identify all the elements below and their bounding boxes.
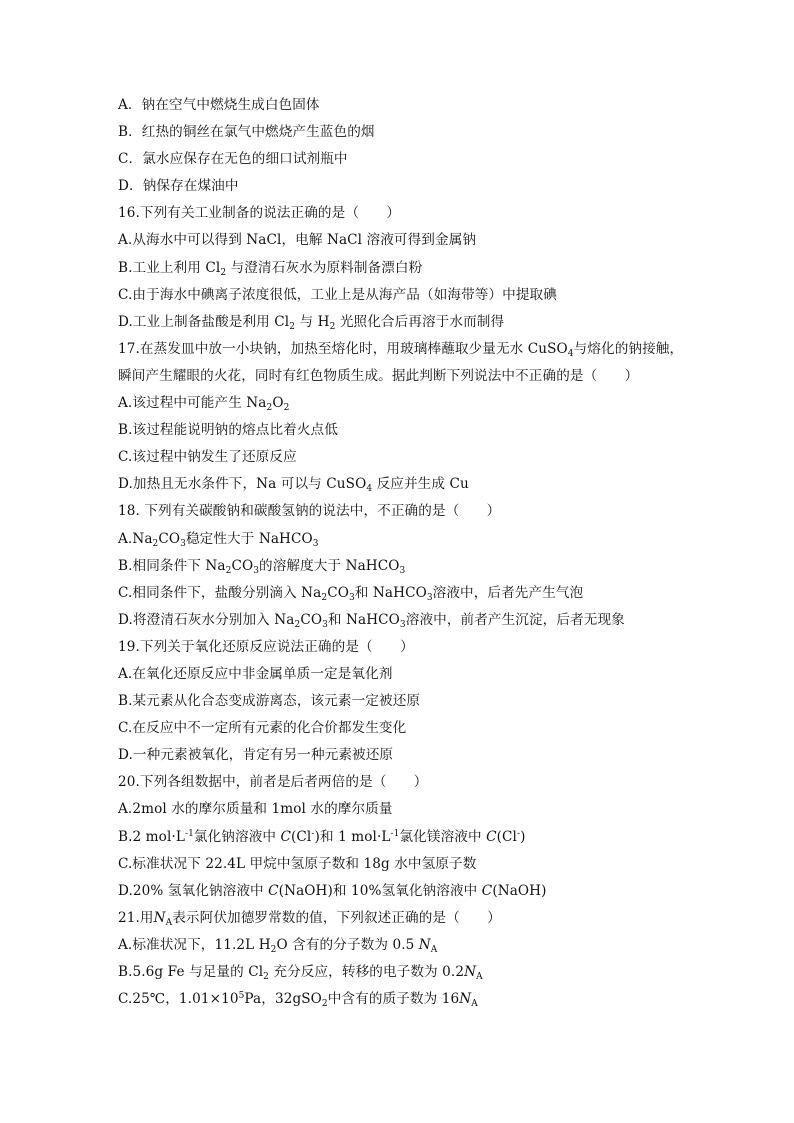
- subscript: 3: [180, 538, 186, 549]
- line-q16-a: [118, 227, 738, 254]
- subscript: 3: [426, 592, 433, 603]
- subscript: 2: [321, 999, 328, 1010]
- text-run: 的溶解度大于 NaHCO: [259, 557, 400, 574]
- line-q16: [118, 200, 738, 227]
- text-run: CO: [158, 530, 181, 547]
- text-run: 21.用: [118, 909, 154, 926]
- line-q16-c: [118, 282, 738, 309]
- text-run: C．氯水应保存在无色的细口试剂瓶中: [118, 151, 348, 168]
- subscript: 2: [289, 321, 296, 332]
- line-q18-c: [118, 580, 738, 607]
- line-q21-b: [118, 959, 738, 986]
- text-run: B.相同条件下 Na: [118, 557, 226, 574]
- line-q15-c: [118, 146, 738, 173]
- subscript: 2: [266, 403, 273, 414]
- subscript: 3: [399, 619, 406, 630]
- text-run: 和 NaHCO: [327, 611, 400, 628]
- text-run: 表示阿伏加德罗常数的值，下列叙述正确的是（ ）: [172, 909, 501, 926]
- text-run: (Cl: [291, 828, 312, 845]
- text-run: C.相同条件下，盐酸分别滴入 Na: [118, 584, 322, 601]
- subscript: A: [476, 972, 483, 982]
- text-run: 16.下列有关工业制备的说法正确的是（ ）: [118, 205, 401, 222]
- text-run: 与澄清石灰水为原料制备漂白粉: [226, 259, 423, 276]
- line-q19-c: [118, 715, 738, 742]
- line-q20-a: [118, 796, 738, 823]
- line-q21-c: [118, 986, 738, 1013]
- subscript: 4: [366, 484, 373, 495]
- line-q17-b: [118, 417, 738, 444]
- subscript: 2: [329, 321, 336, 332]
- line-q20-c: [118, 851, 738, 878]
- text-run: CO: [231, 557, 254, 574]
- text-run: 氯化镁溶液中: [399, 828, 487, 845]
- subscript: 2: [321, 592, 328, 603]
- text-run: C.该过程中钠发生了还原反应: [118, 449, 297, 466]
- line-q18-d: [118, 607, 738, 634]
- line-q18-a: [118, 526, 738, 553]
- text-run: B.该过程能说明钠的熔点比着火点低: [118, 422, 338, 439]
- text-run: 与 H: [295, 313, 330, 330]
- text-run: CO: [327, 584, 349, 601]
- text-run: A．钠在空气中燃烧生成白色固体: [118, 97, 320, 113]
- text-run: 溶液中，后者先产生气泡: [432, 584, 584, 601]
- text-run: N: [459, 991, 472, 1008]
- text-run: 瞬间产生耀眼的火花，同时有红色物质生成。据此判断下列说法中不正确的是（ ）: [118, 367, 639, 384]
- text-run: N: [153, 909, 166, 926]
- question-list: [118, 92, 738, 1013]
- text-run: )和 1 mol·L: [314, 828, 391, 845]
- subscript: A: [430, 944, 438, 955]
- subscript: 4: [567, 348, 574, 359]
- line-q20: [118, 769, 738, 796]
- text-run: C: [481, 882, 493, 899]
- subscript: 2: [270, 944, 277, 955]
- line-q19-a: [118, 661, 738, 688]
- text-run: B.某元素从化合态变成游离态，该元素一定被还原: [118, 693, 421, 710]
- text-run: 20.下列各组数据中，前者是后者两倍的是（ ）: [118, 774, 428, 791]
- text-run: N: [418, 936, 431, 953]
- superscript: -: [311, 828, 315, 839]
- text-run: (Cl: [496, 828, 517, 845]
- line-q16-b: [118, 255, 738, 282]
- text-run: N: [464, 964, 477, 980]
- line-q18-b: [118, 553, 738, 580]
- line-q20-b: [118, 824, 738, 851]
- text-run: (NaOH)和 10%氢氧化钠溶液中: [278, 882, 482, 899]
- line-q15-b: [118, 119, 738, 146]
- line-q16-d: [118, 309, 738, 336]
- line-q19: [118, 634, 738, 661]
- line-q15-a: [118, 92, 738, 119]
- text-run: ): [520, 828, 526, 845]
- subscript: 2: [220, 267, 227, 278]
- text-run: O: [272, 395, 284, 412]
- text-run: 氯化钠溶液中: [193, 828, 281, 845]
- text-run: C.由于海水中碘离子浓度很低，工业上是从海产品（如海带等）中提取碘: [118, 286, 557, 303]
- line-q19-d: [118, 742, 738, 769]
- superscript: 5: [238, 991, 245, 1002]
- text-run: D.工业上制备盐酸是利用 Cl: [118, 313, 290, 330]
- line-q20-d: [118, 878, 738, 905]
- line-q17-a: [118, 390, 738, 417]
- text-run: D.一种元素被氧化，肯定有另一种元素被还原: [118, 747, 394, 764]
- subscript: 3: [348, 592, 355, 603]
- text-run: A.在氧化还原反应中非金属单质一定是氧化剂: [118, 665, 393, 682]
- text-run: 和 NaHCO: [354, 584, 427, 601]
- text-run: C.在反应中不一定所有元素的化合价都发生变化: [118, 720, 407, 737]
- text-run: C: [486, 828, 497, 845]
- text-run: D．钠保存在煤油中: [118, 178, 239, 195]
- text-run: B.2 mol·L: [118, 828, 185, 845]
- text-run: 18. 下列有关碳酸钠和碳酸氢钠的说法中，不正确的是（ ）: [118, 503, 501, 520]
- text-run: 与熔化的钠接触，: [573, 340, 684, 357]
- text-run: D.加热且无水条件下，Na 可以与 CuSO: [118, 476, 367, 493]
- line-q17-c: [118, 444, 738, 471]
- text-run: O 含有的分子数为 0.5: [276, 936, 419, 953]
- text-run: 反应并生成 Cu: [372, 476, 469, 493]
- subscript: 3: [322, 619, 328, 630]
- text-run: C: [280, 828, 292, 845]
- subscript: A: [471, 999, 478, 1010]
- text-run: B.工业上利用 Cl: [118, 259, 221, 276]
- line-q15-d: [118, 173, 738, 200]
- subscript: 2: [225, 565, 232, 576]
- line-q17-cont: [118, 363, 738, 390]
- text-run: 稳定性大于 NaHCO: [185, 530, 313, 547]
- text-run: 17.在蒸发皿中放一小块钠，加热至熔化时，用玻璃棒蘸取少量无水 CuSO: [118, 340, 568, 357]
- text-run: C.25℃，1.01×10: [118, 991, 239, 1008]
- line-q21-a: [118, 932, 738, 959]
- text-run: A.标准状况下，11.2L H: [118, 936, 271, 953]
- superscript: -1: [184, 828, 194, 839]
- superscript: -: [516, 828, 521, 839]
- text-run: D.20% 氢氧化钠溶液中: [118, 882, 269, 899]
- text-run: B.5.6g Fe 与足量的 Cl: [118, 964, 264, 980]
- text-run: 充分反应，转移的电子数为 0.2: [268, 964, 465, 980]
- subscript: 3: [399, 565, 406, 576]
- subscript: 3: [253, 565, 260, 576]
- text-run: Pa，32gSO: [244, 991, 322, 1008]
- subscript: A: [165, 917, 173, 928]
- text-run: A.该过程中可能产生 Na: [118, 395, 267, 412]
- text-run: 19.下列关于氧化还原反应说法正确的是（ ）: [118, 638, 414, 655]
- subscript: 3: [312, 538, 319, 549]
- subscript: 2: [294, 619, 301, 630]
- line-q18: [118, 498, 738, 525]
- text-run: A.2mol 水的摩尔质量和 1mol 水的摩尔质量: [118, 801, 393, 818]
- text-run: A.Na: [118, 530, 153, 547]
- superscript: -1: [390, 828, 400, 839]
- line-q21: [118, 905, 738, 932]
- text-run: 光照化合后再溶于水而制得: [335, 313, 505, 330]
- text-run: A.从海水中可以得到 NaCl，电解 NaCl 溶液可得到金属钠: [118, 232, 477, 249]
- text-run: 溶液中，前者产生沉淀，后者无现象: [405, 611, 625, 628]
- line-q17: [118, 336, 738, 363]
- text-run: C.标准状况下 22.4L 甲烷中氢原子数和 18g 水中氢原子数: [118, 855, 477, 872]
- text-run: CO: [300, 611, 323, 628]
- subscript: 2: [263, 972, 269, 982]
- text-run: (NaOH): [492, 882, 547, 899]
- text-run: B．红热的铜丝在氯气中燃烧产生蓝色的烟: [118, 124, 375, 141]
- subscript: 2: [152, 538, 159, 549]
- text-run: C: [268, 882, 279, 899]
- subscript: 2: [283, 403, 290, 414]
- text-run: D.将澄清石灰水分别加入 Na: [118, 611, 295, 628]
- line-q19-b: [118, 688, 738, 715]
- line-q17-d: [118, 471, 738, 498]
- text-run: 中含有的质子数为 16: [327, 991, 460, 1008]
